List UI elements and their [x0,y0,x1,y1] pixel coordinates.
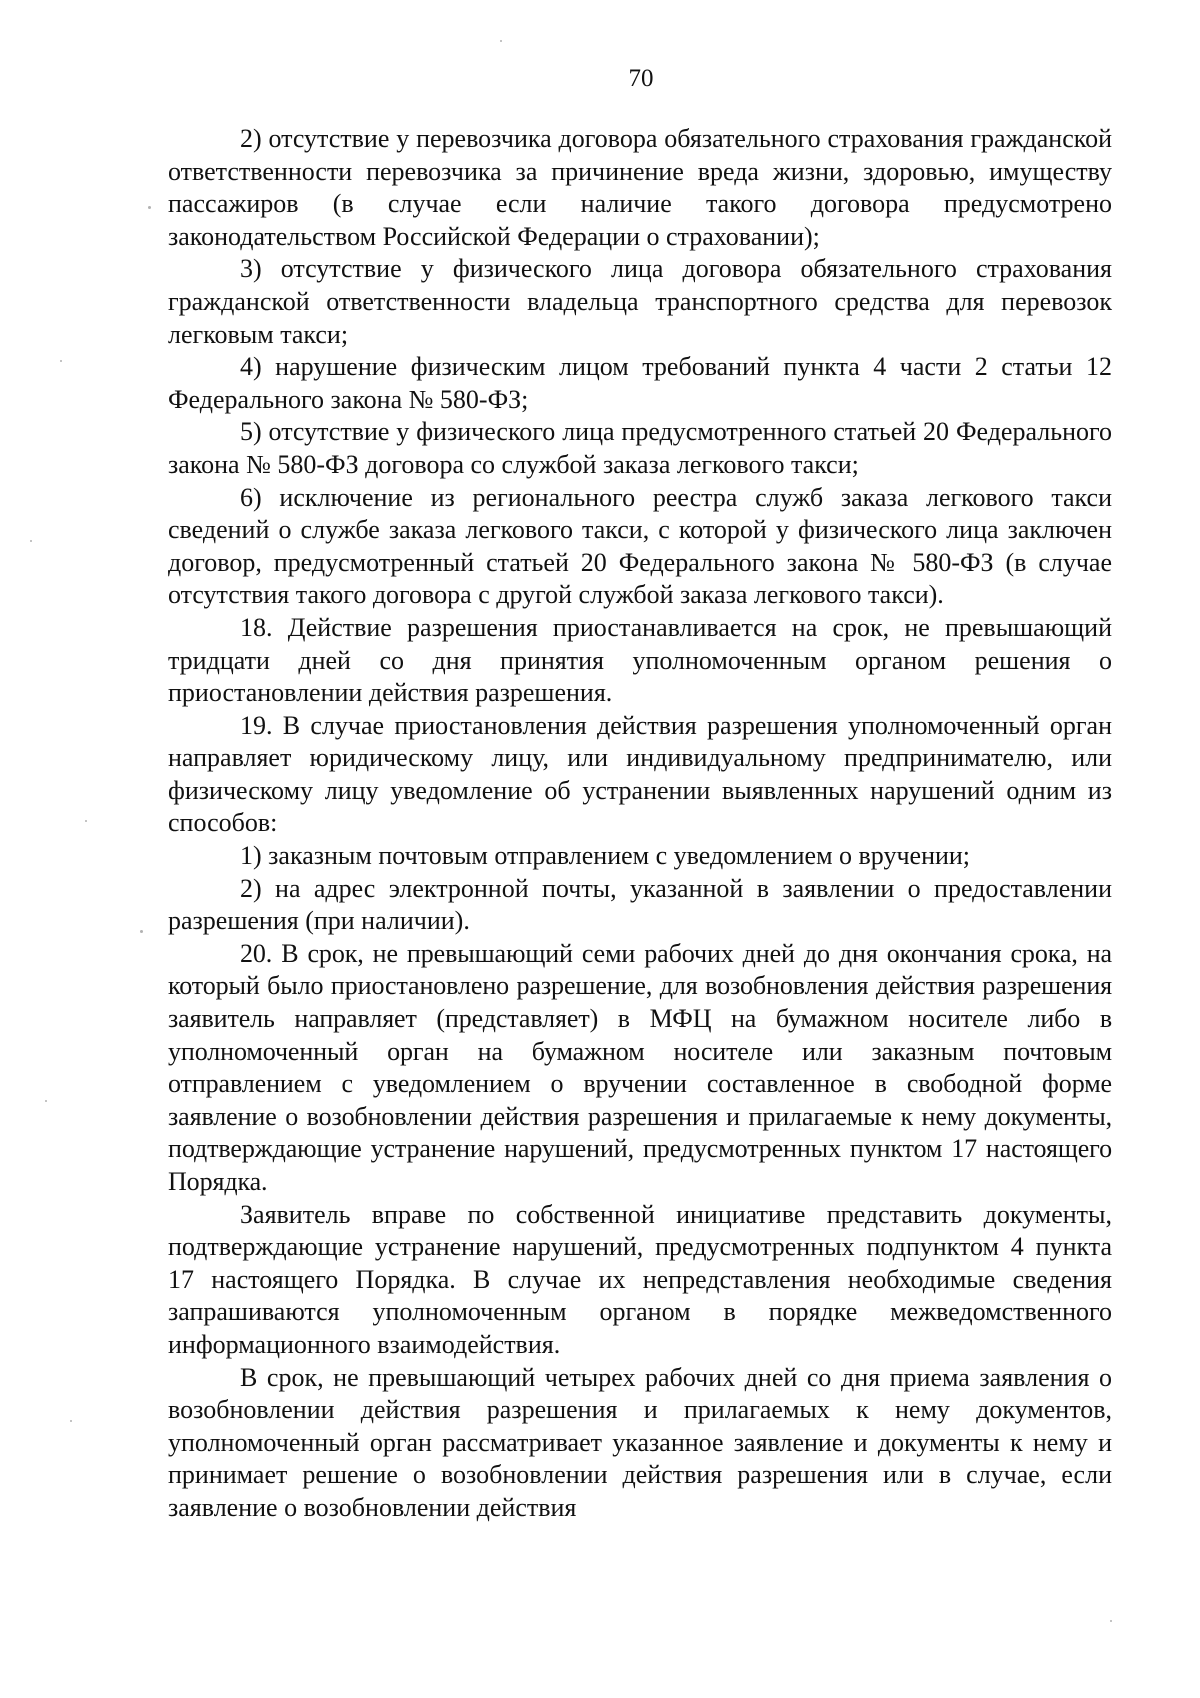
paragraph-item-5-contract: 5) отсутствие у физического лица предусмотренного статьей 20 Федерального закона № 580-ФЗ договора со службой заказа легкового такси; [168,417,1112,479]
paragraph-20-resumption: 20. В срок, не превышающий семи рабочих дней до дня окончания срока, на который было приостановлено разрешение, для возобновления действия разрешения заявитель направляет (представляет) в МФЦ на бумажном носителе либо в уполномоченный орган на бумажном носителе или заказным почтовым отправлением с уведомлением о вручении составленное в свободной форме заявление о возобновлении действия разрешения и прилагаемые к нему документы, подтверждающие устранение нарушений, предусмотренных пунктом 17 настоящего Порядка. [168,938,1112,1196]
paragraph-19-method-1: 1) заказным почтовым отправлением с уведомлением о вручении; [240,841,971,871]
paragraph-item-6-registry: 6) исключение из регионального реестра служб заказа легкового такси сведений о службе заказа легкового такси, с которой у физического лица заключен договор, предусмотренный статьей 20 Федерального закона № 580-ФЗ (в случае отсутствия такого договора с другой службой заказа легкового такси). [168,482,1112,610]
paragraph-item-3-osago: 3) отсутствие у физического лица договора обязательного страхования гражданской ответственности владельца транспортного средства для перевозок легковым такси; [168,254,1112,349]
paragraph-18-suspension-term: 18. Действие разрешения приостанавливается на срок, не превышающий тридцати дней со дня принятия уполномоченным органом решения о приостановлении действия разрешения. [168,612,1112,708]
paragraph-item-4-violation: 4) нарушение физическим лицом требований пункта 4 части 2 статьи 12 Федерального закона № 580-ФЗ; [168,352,1112,414]
scan-speck [70,1420,72,1422]
paragraph-review-term: В срок, не превышающий четырех рабочих дней со дня приема заявления о возобновлении действия разрешения и прилагаемых к нему документов, уполномоченный орган рассматривает указанное заявление и документы к нему и принимает решение о возобновлении действия разрешения или в случае, если заявление о возобновлении действия [168,1362,1112,1522]
scan-speck [30,540,32,542]
scan-speck [1110,1620,1112,1622]
page-number: 70 [628,65,654,92]
scan-speck [500,40,502,42]
paragraph-item-2-insurance: 2) отсутствие у перевозчика договора обязательного страхования гражданской ответственности перевозчика за причинение вреда жизни, здоровью, имуществу пассажиров (в случае если наличие такого договора предусмотрено законодательством Российской Федерации о страховании); [168,124,1112,251]
scan-speck [45,1100,47,1102]
paragraph-19-method-2: 2) на адрес электронной почты, указанной в заявлении о предоставлении разрешения (при наличии). [168,873,1112,936]
paragraph-19-notification: 19. В случае приостановления действия разрешения уполномоченный орган направляет юридическому лицу, или индивидуальному предпринимателю, или физическому лицу уведомление об устранении выявленных нарушений одним из способов: [168,710,1112,838]
document-body [168,123,1112,1525]
scan-speck [85,820,87,822]
scan-speck [140,930,143,933]
scan-speck [148,206,151,209]
paragraph-applicant-right: Заявитель вправе по собственной инициативе представить документы, подтверждающие устранение нарушений, предусмотренных подпунктом 4 пункта 17 настоящего Порядка. В случае их непредставления необходимые сведения запрашиваются уполномоченным органом в порядке межведомственного информационного взаимодействия. [168,1199,1112,1359]
scan-speck [60,360,62,362]
